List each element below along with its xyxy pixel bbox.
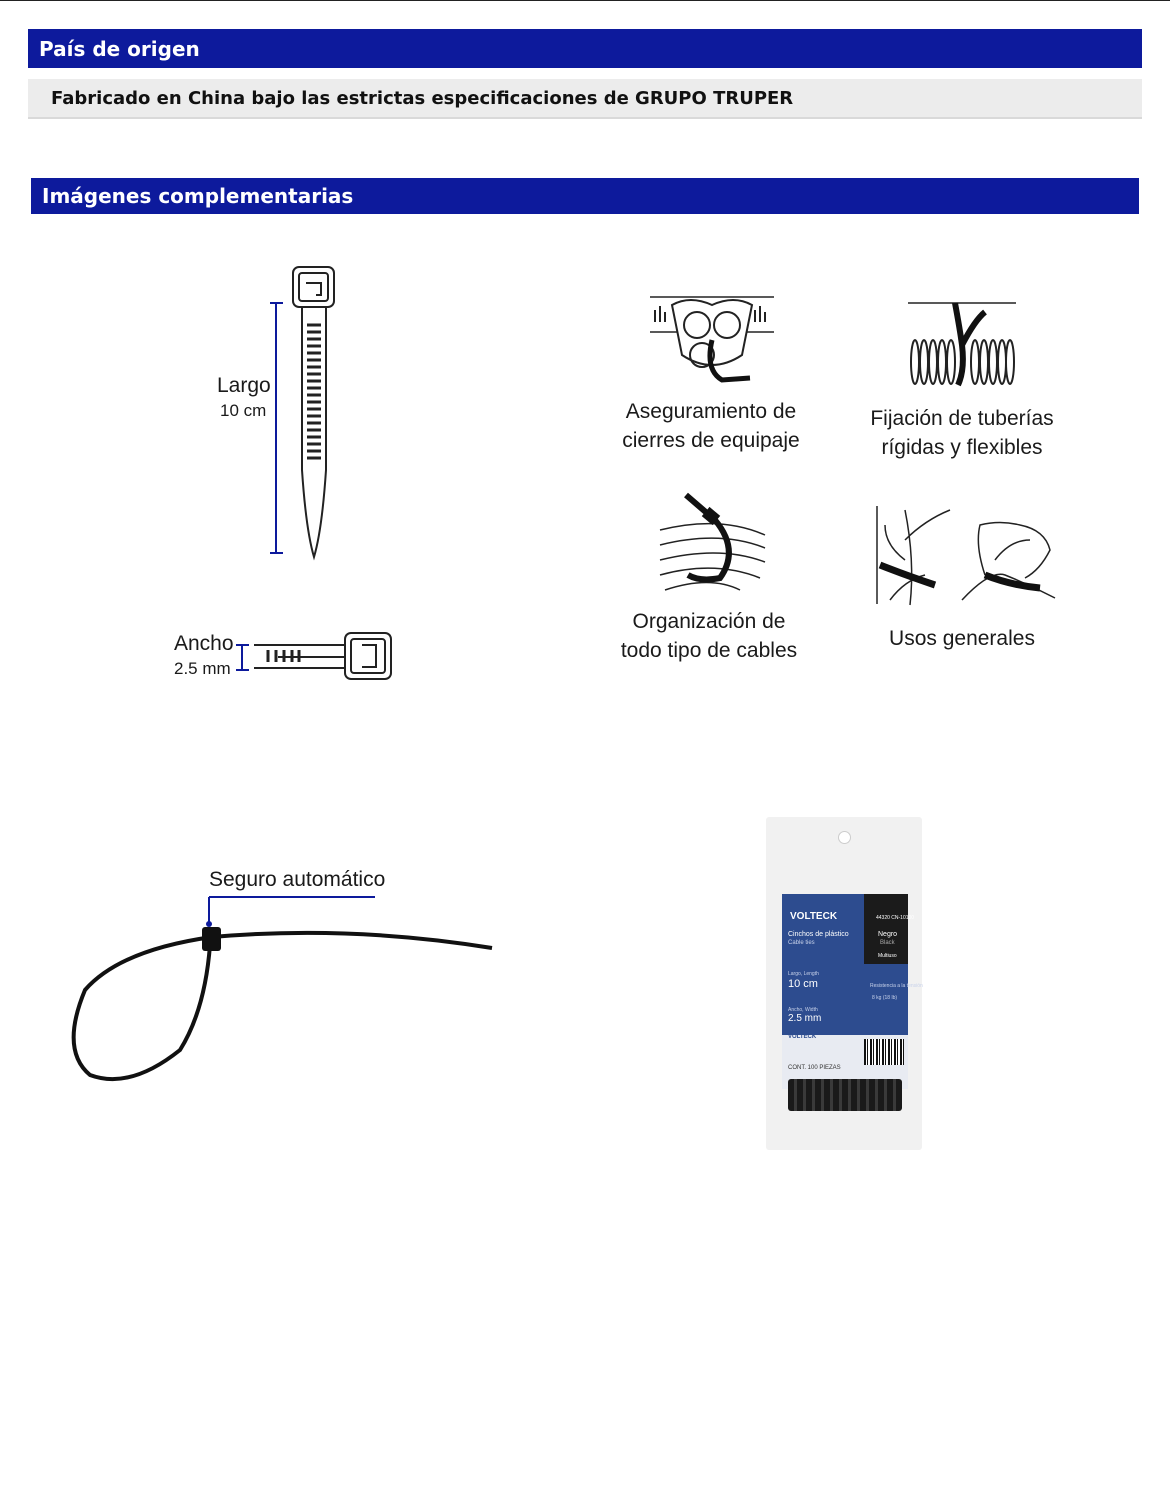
- width-label: Ancho: [174, 632, 234, 655]
- package-ties: [788, 1079, 902, 1111]
- package-width-value: 2.5 mm: [788, 1013, 822, 1024]
- lock-label: Seguro automático: [209, 868, 386, 891]
- package-barcode: [864, 1039, 904, 1065]
- package-resist-value: 8 kg (18 lb): [872, 995, 898, 1001]
- cables-icon: [660, 495, 765, 590]
- package-length-label: Largo, Length: [788, 971, 819, 977]
- package-brand: VOLTECK: [790, 911, 838, 922]
- luggage-icon: [650, 297, 774, 380]
- images-title: Imágenes complementarias: [42, 184, 354, 208]
- length-label: Largo: [217, 374, 271, 397]
- origin-text: Fabricado en China bajo las estrictas especificaciones de GRUPO TRUPER: [51, 87, 794, 109]
- package-product-en: Cable ties: [788, 940, 815, 946]
- package-width-label: Ancho, Width: [788, 1007, 818, 1013]
- use-luggage-caption: Aseguramiento de cierres de equipaje: [622, 400, 800, 452]
- length-value: 10 cm: [220, 401, 267, 420]
- pipe-icon: [908, 303, 1016, 385]
- width-value: 2.5 mm: [174, 659, 231, 678]
- general-uses-icon: [877, 506, 1055, 605]
- package-codes: 44320 CN-10100: [876, 915, 915, 921]
- package-use-label: Multiuso: [878, 953, 897, 959]
- package-content: CONT. 100 PIEZAS: [788, 1065, 841, 1071]
- use-cables-caption: Organización de todo tipo de cables: [620, 610, 798, 662]
- origin-title: País de origen: [39, 36, 200, 61]
- use-pipes-caption: Fijación de tuberías rígidas y flexibles: [870, 407, 1054, 459]
- hang-hole: [838, 831, 851, 844]
- package-length-value: 10 cm: [788, 978, 818, 990]
- package-color-en: Black: [880, 940, 895, 946]
- package-product-es: Cinchos de plástico: [788, 931, 849, 938]
- package-brand-secondary: VOLTECK: [788, 1034, 817, 1040]
- product-package: [766, 817, 922, 1150]
- package-color-es: Negro: [878, 931, 898, 938]
- package-resist-label: Resistencia a la tensión: [870, 983, 923, 989]
- use-general-caption: Usos generales: [889, 627, 1035, 650]
